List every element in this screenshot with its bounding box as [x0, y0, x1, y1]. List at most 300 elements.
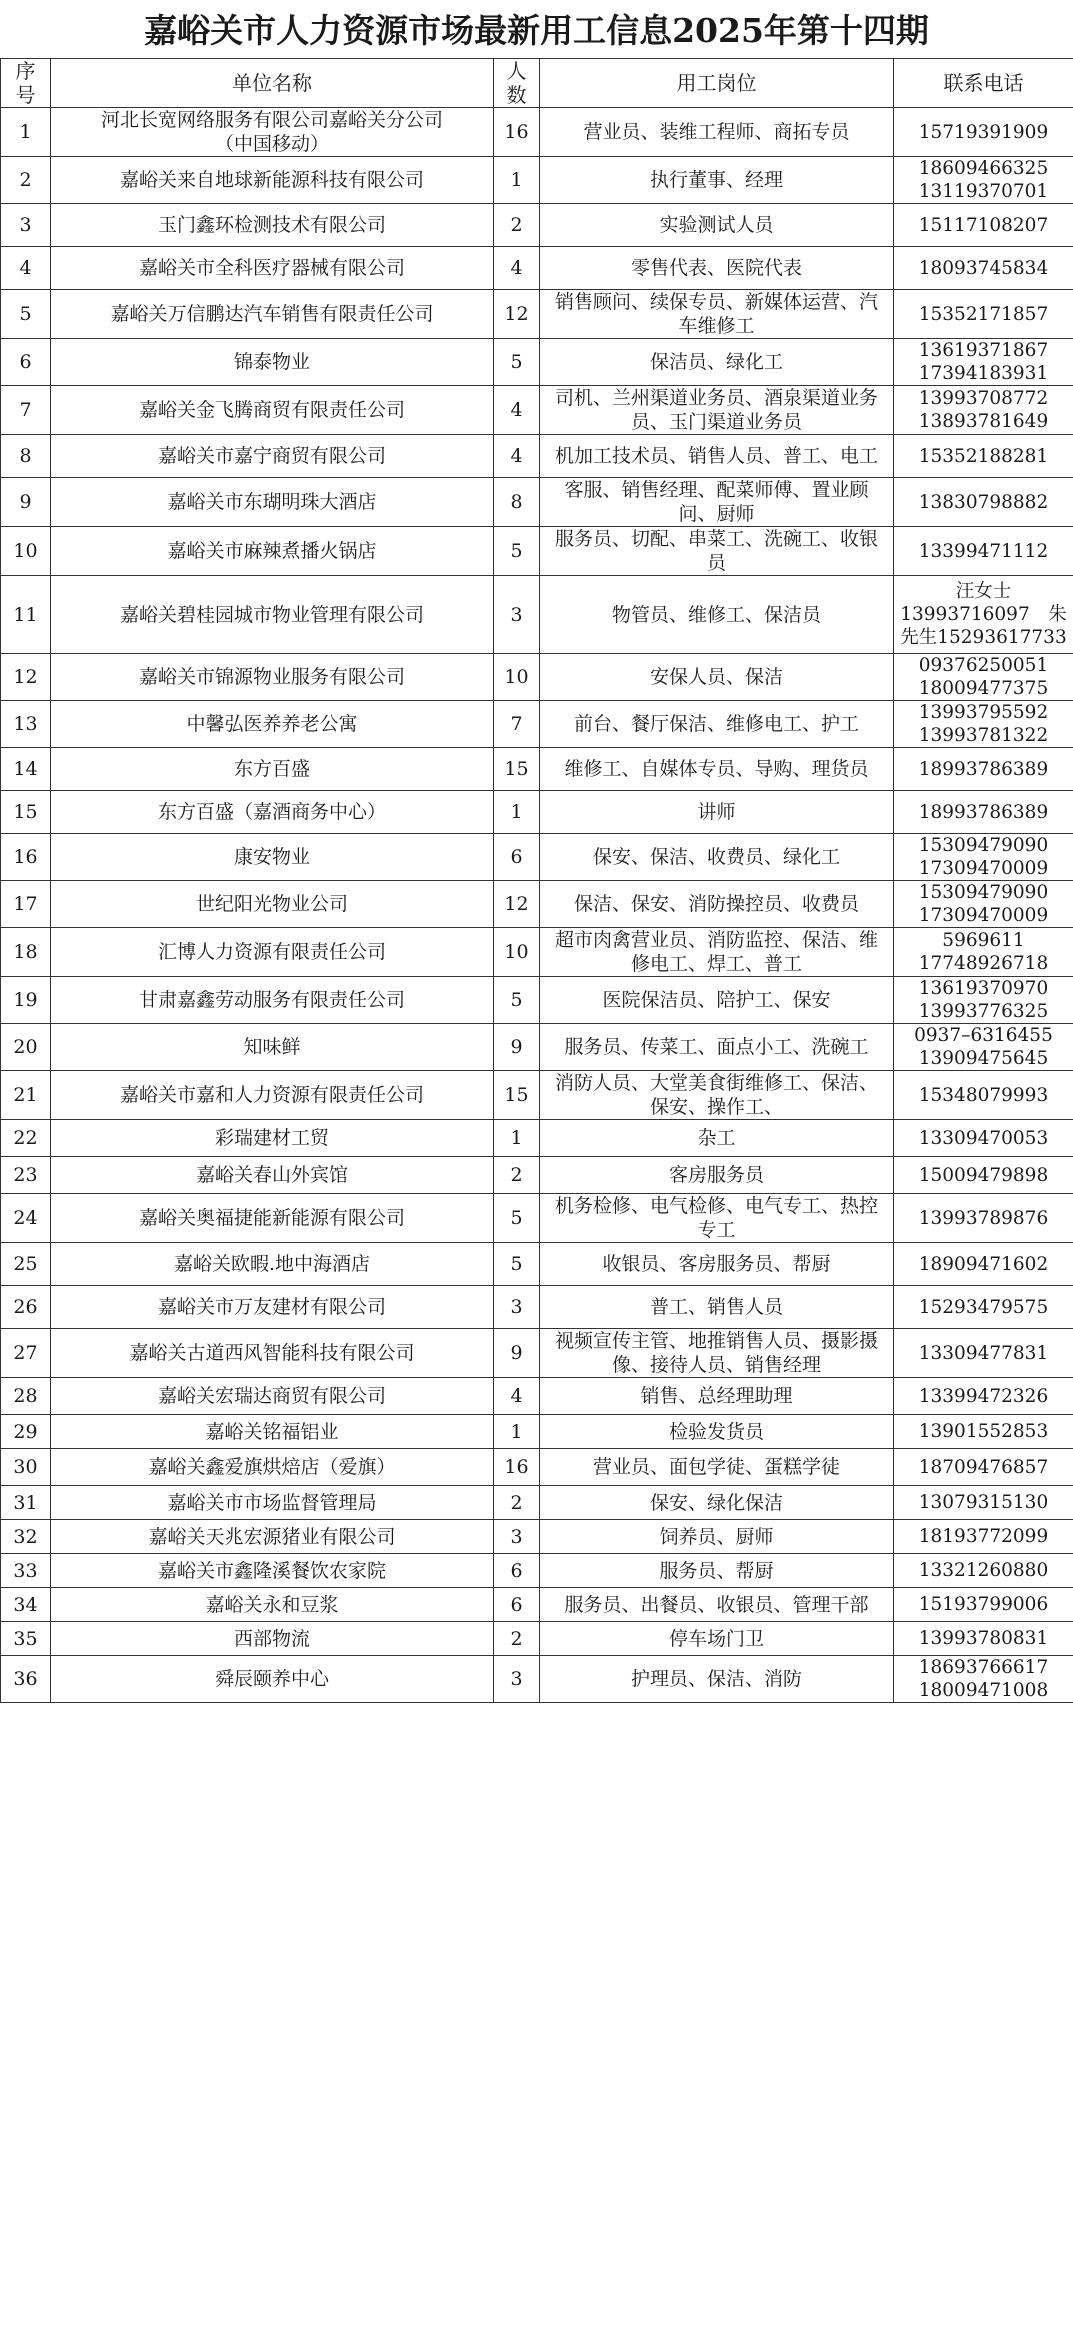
company-line: 嘉峪关天兆宏源猪业有限公司 — [148, 1525, 396, 1548]
cell-phone — [894, 1286, 1073, 1329]
cell-phone — [894, 1120, 1073, 1157]
cell-phone — [894, 1656, 1073, 1703]
job-table — [0, 58, 1073, 1703]
cell-positions: 普工、销售人员 — [540, 1286, 894, 1329]
phone-line: 13993716097 朱 — [900, 604, 1067, 625]
phone-line: 18009471008 — [918, 1680, 1049, 1701]
cell-no: 31 — [1, 1486, 51, 1520]
table-row — [1, 1486, 1073, 1520]
phone-line: 17309470009 — [918, 858, 1049, 879]
company-line: 嘉峪关永和豆浆 — [205, 1593, 339, 1616]
phone-line: 13079315130 — [918, 1492, 1049, 1513]
cell-company — [51, 1071, 494, 1120]
cell-no: 23 — [1, 1157, 51, 1194]
cell-no: 10 — [1, 527, 51, 576]
phone-line: 13909475645 — [918, 1048, 1049, 1069]
company-line: 嘉峪关市鑫隆溪餐饮农家院 — [157, 1559, 386, 1582]
phone-line: 13119370701 — [918, 181, 1049, 202]
phone-line: 5969611 — [942, 930, 1025, 951]
cell-company — [51, 1329, 494, 1378]
cell-positions: 销售、总经理助理 — [540, 1378, 894, 1415]
cell-phone — [894, 834, 1073, 881]
cell-no: 33 — [1, 1554, 51, 1588]
cell-phone — [894, 928, 1073, 977]
cell-no: 14 — [1, 748, 51, 791]
phone-line: 15193799006 — [918, 1594, 1049, 1615]
cell-count: 3 — [494, 1520, 540, 1554]
cell-positions: 保洁员、绿化工 — [540, 339, 894, 386]
company-line: 汇博人力资源有限责任公司 — [157, 941, 386, 963]
cell-company — [51, 247, 494, 290]
cell-phone — [894, 1024, 1073, 1071]
cell-no: 15 — [1, 791, 51, 834]
cell-company — [51, 108, 494, 157]
cell-no: 18 — [1, 928, 51, 977]
cell-company — [51, 701, 494, 748]
cell-count: 16 — [494, 1449, 540, 1486]
company-line: 世纪阳光物业公司 — [195, 893, 348, 915]
cell-positions: 保洁、保安、消防操控员、收费员 — [540, 881, 894, 928]
company-line: 嘉峪关奥福捷能新能源有限公司 — [138, 1207, 405, 1229]
cell-positions: 前台、餐厅保洁、维修电工、护工 — [540, 701, 894, 748]
cell-company — [51, 576, 494, 654]
company-line: 知味鲜 — [243, 1036, 301, 1058]
header-company: 单位名称 — [51, 59, 494, 108]
cell-positions: 超市肉禽营业员、消防监控、保洁、维修电工、焊工、普工 — [540, 928, 894, 977]
cell-phone — [894, 701, 1073, 748]
cell-no: 13 — [1, 701, 51, 748]
cell-positions: 保安、绿化保洁 — [540, 1486, 894, 1520]
cell-phone — [894, 386, 1073, 435]
cell-positions: 机加工技术员、销售人员、普工、电工 — [540, 435, 894, 478]
cell-count: 12 — [494, 290, 540, 339]
cell-positions: 服务员、帮厨 — [540, 1554, 894, 1588]
cell-no: 17 — [1, 881, 51, 928]
cell-company — [51, 1520, 494, 1554]
phone-line: 15009479898 — [918, 1164, 1049, 1186]
phone-line: 18009477375 — [918, 678, 1049, 699]
cell-positions: 收银员、客房服务员、帮厨 — [540, 1243, 894, 1286]
company-line: 嘉峪关市市场监督管理局 — [167, 1491, 377, 1514]
cell-positions: 保安、保洁、收费员、绿化工 — [540, 834, 894, 881]
phone-line: 13993708772 — [918, 388, 1049, 409]
cell-phone — [894, 527, 1073, 576]
phone-line: 13993789876 — [918, 1207, 1049, 1229]
cell-count: 9 — [494, 1329, 540, 1378]
cell-positions: 医院保洁员、陪护工、保安 — [540, 977, 894, 1024]
cell-count: 2 — [494, 1157, 540, 1194]
company-line: 嘉峪关宏瑞达商贸有限公司 — [157, 1385, 386, 1407]
cell-company — [51, 834, 494, 881]
cell-no: 2 — [1, 157, 51, 204]
table-row — [1, 1071, 1073, 1120]
cell-phone — [894, 478, 1073, 527]
cell-company — [51, 386, 494, 435]
cell-company — [51, 1656, 494, 1703]
company-line: 嘉峪关金飞腾商贸有限责任公司 — [138, 399, 405, 421]
table-row — [1, 290, 1073, 339]
cell-count: 3 — [494, 1286, 540, 1329]
cell-positions: 消防人员、大堂美食街维修工、保洁、保安、操作工、 — [540, 1071, 894, 1120]
table-row — [1, 1622, 1073, 1656]
cell-no: 26 — [1, 1286, 51, 1329]
cell-company — [51, 1194, 494, 1243]
cell-positions: 物管员、维修工、保洁员 — [540, 576, 894, 654]
cell-company — [51, 1243, 494, 1286]
cell-company — [51, 928, 494, 977]
cell-no: 21 — [1, 1071, 51, 1120]
company-line: 中馨弘医养养老公寓 — [186, 713, 358, 735]
company-line: 西部物流 — [233, 1627, 310, 1650]
table-row — [1, 1243, 1073, 1286]
company-line: 舜辰颐养中心 — [214, 1668, 329, 1690]
cell-phone — [894, 1194, 1073, 1243]
table-row — [1, 478, 1073, 527]
cell-count: 2 — [494, 204, 540, 247]
cell-phone — [894, 339, 1073, 386]
cell-count: 5 — [494, 977, 540, 1024]
table-row — [1, 1415, 1073, 1449]
cell-company — [51, 1286, 494, 1329]
table-row — [1, 435, 1073, 478]
cell-no: 6 — [1, 339, 51, 386]
cell-no: 28 — [1, 1378, 51, 1415]
company-line: 康安物业 — [233, 846, 310, 868]
company-line: 嘉峪关鑫爱旗烘焙店（爱旗） — [148, 1456, 396, 1478]
cell-no: 16 — [1, 834, 51, 881]
cell-count: 10 — [494, 928, 540, 977]
phone-line: 15719391909 — [918, 121, 1049, 143]
cell-no: 27 — [1, 1329, 51, 1378]
cell-positions: 客服、销售经理、配菜师傅、置业顾问、厨师 — [540, 478, 894, 527]
phone-line: 13619370970 — [918, 978, 1049, 999]
company-line: 嘉峪关市全科医疗器械有限公司 — [138, 257, 405, 279]
cell-count: 5 — [494, 527, 540, 576]
company-line: 嘉峪关市万友建材有限公司 — [157, 1296, 386, 1318]
table-row — [1, 1449, 1073, 1486]
cell-count: 2 — [494, 1486, 540, 1520]
header-phone: 联系电话 — [894, 59, 1073, 108]
cell-phone — [894, 247, 1073, 290]
cell-company — [51, 527, 494, 576]
company-line: 东方百盛（嘉酒商务中心） — [157, 801, 386, 823]
cell-positions: 维修工、自媒体专员、导购、理货员 — [540, 748, 894, 791]
table-row — [1, 977, 1073, 1024]
cell-phone — [894, 1243, 1073, 1286]
table-row — [1, 527, 1073, 576]
phone-line: 13399471112 — [918, 540, 1049, 562]
table-row — [1, 1286, 1073, 1329]
cell-company — [51, 1449, 494, 1486]
phone-line: 18693766617 — [918, 1657, 1049, 1678]
phone-line: 0937–6316455 — [914, 1025, 1053, 1046]
phone-line: 13619371867 — [918, 340, 1049, 361]
company-line: 嘉峪关市嘉宁商贸有限公司 — [157, 445, 386, 467]
cell-positions: 实验测试人员 — [540, 204, 894, 247]
cell-phone — [894, 576, 1073, 654]
cell-company — [51, 478, 494, 527]
phone-line: 15352171857 — [918, 303, 1049, 325]
cell-company — [51, 1378, 494, 1415]
cell-phone — [894, 791, 1073, 834]
company-line: 嘉峪关万信鹏达汽车销售有限责任公司 — [110, 303, 434, 325]
company-line: 甘肃嘉鑫劳动服务有限责任公司 — [138, 989, 405, 1011]
table-row — [1, 834, 1073, 881]
phone-line: 13321260880 — [918, 1560, 1049, 1581]
cell-count: 15 — [494, 1071, 540, 1120]
table-row — [1, 1157, 1073, 1194]
table-row — [1, 928, 1073, 977]
cell-positions: 零售代表、医院代表 — [540, 247, 894, 290]
table-row — [1, 108, 1073, 157]
cell-phone — [894, 1520, 1073, 1554]
cell-no: 3 — [1, 204, 51, 247]
cell-count: 9 — [494, 1024, 540, 1071]
cell-no: 30 — [1, 1449, 51, 1486]
company-line: 嘉峪关春山外宾馆 — [195, 1164, 348, 1186]
company-line: 嘉峪关铭福铝业 — [205, 1420, 339, 1443]
cell-no: 32 — [1, 1520, 51, 1554]
cell-no: 34 — [1, 1588, 51, 1622]
cell-phone — [894, 1071, 1073, 1120]
cell-company — [51, 1486, 494, 1520]
phone-line: 13993776325 — [918, 1001, 1049, 1022]
phone-line: 13901552853 — [918, 1421, 1049, 1442]
company-line: 嘉峪关市嘉和人力资源有限责任公司 — [119, 1084, 424, 1106]
cell-no: 36 — [1, 1656, 51, 1703]
phone-line: 18193772099 — [918, 1526, 1049, 1547]
cell-no: 24 — [1, 1194, 51, 1243]
cell-positions: 服务员、传菜工、面点小工、洗碗工 — [540, 1024, 894, 1071]
company-line: 河北长宽网络服务有限公司嘉峪关分公司 — [100, 109, 443, 131]
phone-line: 18093745834 — [918, 257, 1049, 279]
phone-line: 18609466325 — [918, 158, 1049, 179]
cell-count: 1 — [494, 1415, 540, 1449]
cell-company — [51, 1554, 494, 1588]
cell-no: 1 — [1, 108, 51, 157]
cell-count: 1 — [494, 157, 540, 204]
cell-company — [51, 881, 494, 928]
cell-no: 19 — [1, 977, 51, 1024]
cell-positions: 饲养员、厨师 — [540, 1520, 894, 1554]
cell-phone — [894, 290, 1073, 339]
cell-count: 4 — [494, 386, 540, 435]
table-header-row — [1, 59, 1073, 108]
cell-company — [51, 791, 494, 834]
table-row — [1, 1656, 1073, 1703]
cell-no: 20 — [1, 1024, 51, 1071]
phone-line: 15348079993 — [918, 1084, 1049, 1106]
cell-positions: 停车场门卫 — [540, 1622, 894, 1656]
table-row — [1, 1329, 1073, 1378]
cell-count: 4 — [494, 1378, 540, 1415]
cell-phone — [894, 1449, 1073, 1486]
cell-no: 35 — [1, 1622, 51, 1656]
phone-line: 17309470009 — [918, 905, 1049, 926]
cell-count: 12 — [494, 881, 540, 928]
cell-no: 4 — [1, 247, 51, 290]
cell-positions: 营业员、装维工程师、商拓专员 — [540, 108, 894, 157]
cell-company — [51, 204, 494, 247]
cell-phone — [894, 881, 1073, 928]
cell-positions: 机务检修、电气检修、电气专工、热控专工 — [540, 1194, 894, 1243]
phone-line: 15309479090 — [918, 882, 1049, 903]
phone-line: 13993780831 — [918, 1628, 1049, 1649]
cell-count: 7 — [494, 701, 540, 748]
phone-line: 13309477831 — [918, 1342, 1049, 1364]
cell-phone — [894, 977, 1073, 1024]
table-row — [1, 701, 1073, 748]
cell-company — [51, 1622, 494, 1656]
cell-no: 8 — [1, 435, 51, 478]
company-line: 锦泰物业 — [233, 351, 310, 373]
cell-no: 29 — [1, 1415, 51, 1449]
cell-positions: 护理员、保洁、消防 — [540, 1656, 894, 1703]
table-row — [1, 339, 1073, 386]
phone-line: 15352188281 — [918, 445, 1049, 467]
cell-company — [51, 1024, 494, 1071]
phone-line: 17748926718 — [918, 953, 1049, 974]
phone-line: 13893781649 — [918, 411, 1049, 432]
cell-count: 2 — [494, 1622, 540, 1656]
table-row — [1, 1554, 1073, 1588]
cell-company — [51, 339, 494, 386]
phone-line: 15309479090 — [918, 835, 1049, 856]
company-line: 嘉峪关碧桂园城市物业管理有限公司 — [119, 603, 424, 626]
phone-line: 09376250051 — [918, 655, 1049, 676]
table-row — [1, 881, 1073, 928]
table-row — [1, 1520, 1073, 1554]
cell-count: 6 — [494, 1554, 540, 1588]
cell-phone — [894, 1329, 1073, 1378]
cell-phone — [894, 1588, 1073, 1622]
header-count: 人数 — [494, 59, 540, 108]
cell-phone — [894, 1486, 1073, 1520]
cell-company — [51, 1415, 494, 1449]
phone-line: 13399472326 — [918, 1385, 1049, 1407]
table-row — [1, 247, 1073, 290]
table-row — [1, 1194, 1073, 1243]
cell-count: 3 — [494, 1656, 540, 1703]
cell-no: 7 — [1, 386, 51, 435]
phone-line: 18993786389 — [918, 801, 1049, 823]
company-line: 嘉峪关市锦源物业服务有限公司 — [138, 666, 405, 688]
cell-company — [51, 1588, 494, 1622]
cell-count: 16 — [494, 108, 540, 157]
cell-positions: 销售顾问、续保专员、新媒体运营、汽车维修工 — [540, 290, 894, 339]
cell-count: 5 — [494, 1243, 540, 1286]
cell-count: 6 — [494, 1588, 540, 1622]
cell-phone — [894, 1622, 1073, 1656]
table-body — [1, 108, 1073, 1703]
cell-phone — [894, 435, 1073, 478]
table-row — [1, 748, 1073, 791]
header-no: 序号 — [1, 59, 51, 108]
table-row — [1, 654, 1073, 701]
cell-phone — [894, 1415, 1073, 1449]
cell-count: 8 — [494, 478, 540, 527]
company-line: 东方百盛 — [233, 758, 310, 780]
cell-company — [51, 1120, 494, 1157]
phone-line: 18909471602 — [918, 1253, 1049, 1275]
cell-positions: 杂工 — [540, 1120, 894, 1157]
phone-line: 18993786389 — [918, 758, 1049, 780]
cell-phone — [894, 654, 1073, 701]
cell-count: 5 — [494, 339, 540, 386]
phone-line: 汪女士 — [955, 581, 1012, 602]
cell-phone — [894, 748, 1073, 791]
cell-count: 6 — [494, 834, 540, 881]
phone-line: 13993795592 — [918, 702, 1049, 723]
cell-positions: 营业员、面包学徒、蛋糕学徒 — [540, 1449, 894, 1486]
company-line: 嘉峪关市麻辣煮播火锅店 — [167, 540, 377, 562]
cell-company — [51, 157, 494, 204]
company-line: 嘉峪关欧暇.地中海酒店 — [173, 1253, 371, 1275]
phone-line: 17394183931 — [918, 363, 1049, 384]
cell-phone — [894, 1378, 1073, 1415]
company-line: 嘉峪关古道西风智能科技有限公司 — [129, 1342, 415, 1364]
cell-company — [51, 435, 494, 478]
cell-company — [51, 290, 494, 339]
cell-positions: 视频宣传主管、地推销售人员、摄影摄像、接待人员、销售经理 — [540, 1329, 894, 1378]
company-line: （中国移动） — [214, 133, 329, 155]
cell-positions: 讲师 — [540, 791, 894, 834]
company-line: 嘉峪关来自地球新能源科技有限公司 — [119, 169, 424, 191]
phone-line: 15293479575 — [918, 1296, 1049, 1318]
cell-no: 11 — [1, 576, 51, 654]
company-line: 彩瑞建材工贸 — [214, 1127, 329, 1149]
cell-positions: 客房服务员 — [540, 1157, 894, 1194]
phone-line: 13309470053 — [918, 1127, 1049, 1149]
phone-line: 先生15293617733 — [900, 627, 1067, 648]
cell-count: 3 — [494, 576, 540, 654]
table-row — [1, 1024, 1073, 1071]
cell-phone — [894, 157, 1073, 204]
cell-no: 22 — [1, 1120, 51, 1157]
cell-phone — [894, 204, 1073, 247]
phone-line: 13993781322 — [918, 725, 1049, 746]
cell-company — [51, 748, 494, 791]
cell-positions: 执行董事、经理 — [540, 157, 894, 204]
cell-positions: 服务员、出餐员、收银员、管理干部 — [540, 1588, 894, 1622]
cell-no: 9 — [1, 478, 51, 527]
phone-line: 15117108207 — [918, 214, 1049, 236]
page-title: 嘉峪关市人力资源市场最新用工信息2025年第十四期 — [144, 11, 929, 50]
cell-count: 1 — [494, 791, 540, 834]
table-row — [1, 157, 1073, 204]
cell-count: 4 — [494, 435, 540, 478]
cell-count: 4 — [494, 247, 540, 290]
phone-line: 18709476857 — [918, 1456, 1049, 1478]
cell-no: 25 — [1, 1243, 51, 1286]
table-row — [1, 576, 1073, 654]
cell-no: 12 — [1, 654, 51, 701]
cell-positions: 检验发货员 — [540, 1415, 894, 1449]
cell-company — [51, 977, 494, 1024]
phone-line: 13830798882 — [918, 491, 1049, 513]
company-line: 嘉峪关市东瑚明珠大酒店 — [167, 491, 377, 513]
cell-positions: 司机、兰州渠道业务员、酒泉渠道业务员、玉门渠道业务员 — [540, 386, 894, 435]
cell-positions: 安保人员、保洁 — [540, 654, 894, 701]
table-row — [1, 204, 1073, 247]
table-row — [1, 791, 1073, 834]
table-row — [1, 1120, 1073, 1157]
table-row — [1, 1378, 1073, 1415]
cell-company — [51, 654, 494, 701]
cell-count: 5 — [494, 1194, 540, 1243]
cell-count: 10 — [494, 654, 540, 701]
cell-phone — [894, 1554, 1073, 1588]
